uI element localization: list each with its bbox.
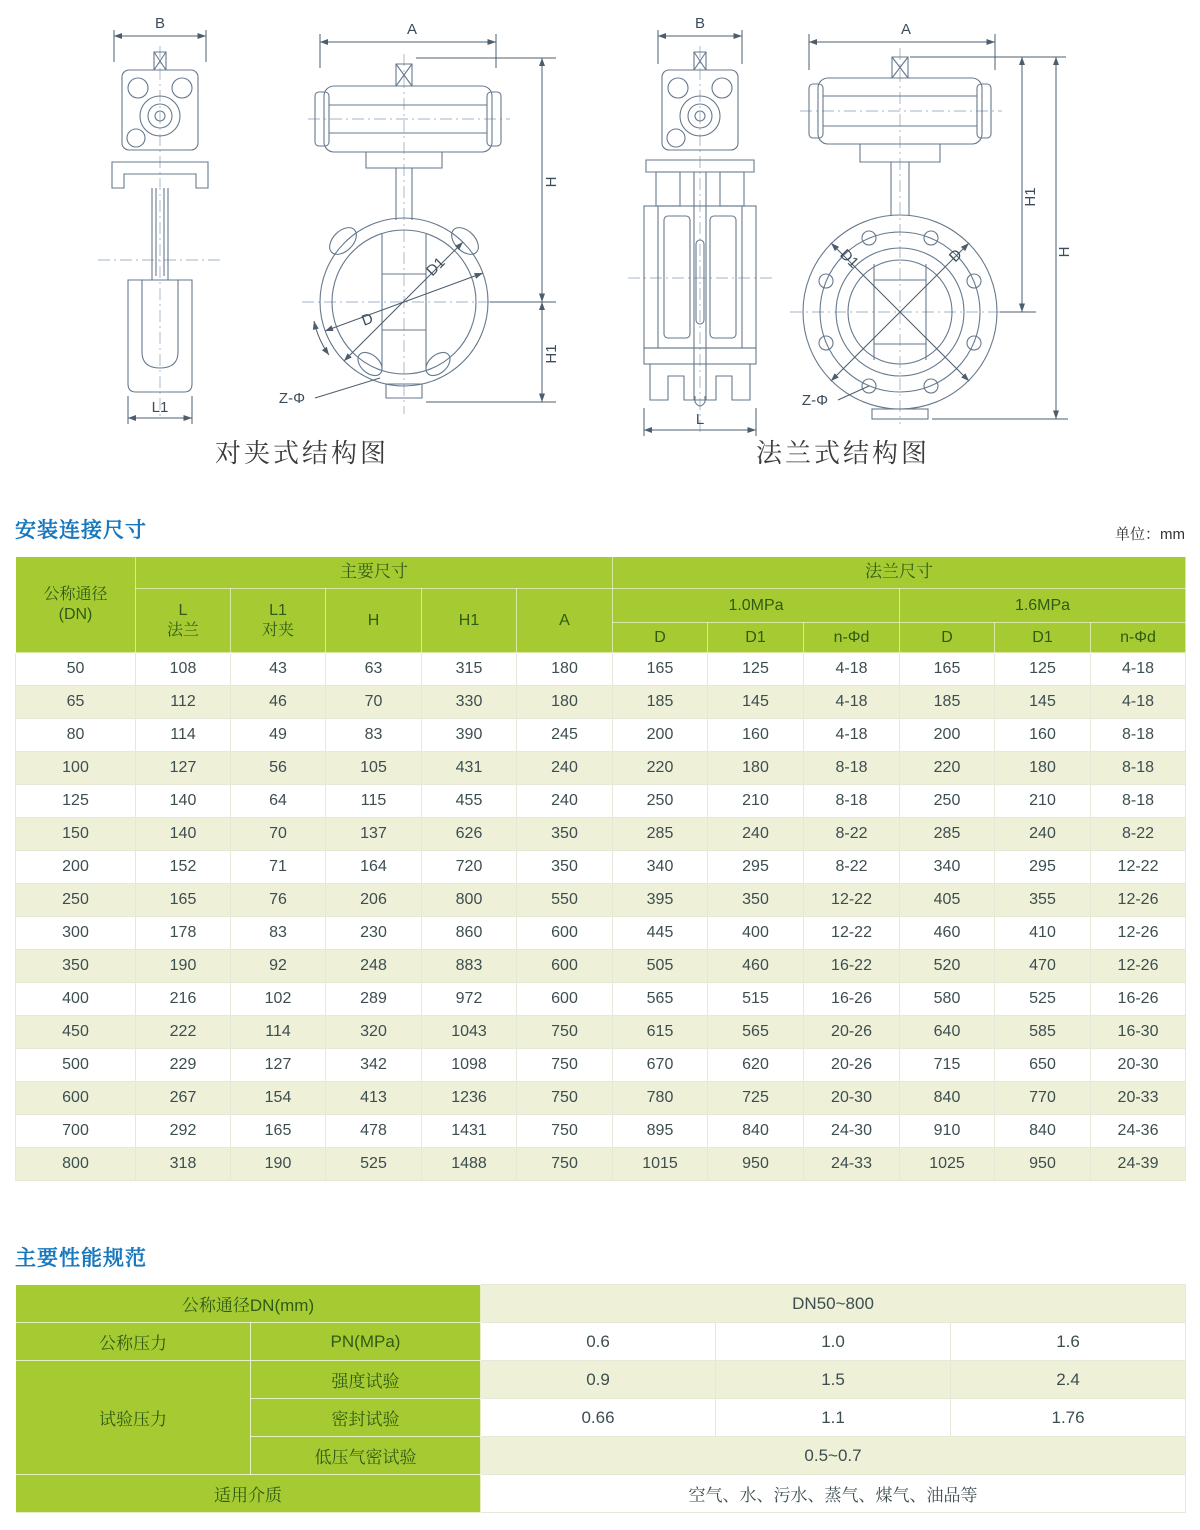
dn-cell: 50 [16,653,136,686]
header-l-line1: L [178,602,188,620]
dn-cell: 150 [16,818,136,851]
dimension-section-head [15,514,1185,544]
dim-cell: 190 [231,1148,326,1181]
dim-cell: 140 [136,818,231,851]
dim-cell: 114 [136,719,231,752]
dim-cell: 410 [995,917,1091,950]
dim-cell: 164 [326,851,422,884]
header-d-10: D [613,623,708,653]
dim-label-h1: H1 [543,344,560,364]
dim-cell: 750 [517,1115,613,1148]
dim-cell: 250 [613,785,708,818]
dim-cell: 340 [900,851,995,884]
dim-cell: 20-33 [1091,1082,1186,1115]
perf-row-pn [16,1323,1186,1361]
dim-cell: 8-18 [804,752,900,785]
dim-cell: 395 [613,884,708,917]
dim-cell: 585 [995,1016,1091,1049]
dim-cell: 240 [708,818,804,851]
dim-cell: 4-18 [804,653,900,686]
perf-test-label: 试验压力 [16,1361,251,1475]
dim-cell: 210 [995,785,1091,818]
dim-cell: 49 [231,719,326,752]
dim-cell: 24-39 [1091,1148,1186,1181]
header-h1: H1 [422,589,517,653]
dim-cell: 340 [613,851,708,884]
dim-cell: 70 [326,686,422,719]
dim-cell: 220 [613,752,708,785]
dim-cell: 185 [900,686,995,719]
dim-cell: 12-26 [1091,950,1186,983]
perf-pn-value-1: 1.0 [716,1323,951,1361]
dim-cell: 20-30 [1091,1049,1186,1082]
dn-cell: 500 [16,1049,136,1082]
dim-cell: 240 [517,752,613,785]
dim-cell: 670 [613,1049,708,1082]
dim-cell: 4-18 [804,686,900,719]
dim-cell: 152 [136,851,231,884]
dim-cell: 460 [708,950,804,983]
flange-type-diagram [610,12,1190,472]
dim-label-l: L [695,411,705,428]
dimension-table-header [16,557,1186,653]
dim-cell: 56 [231,752,326,785]
wafer-caption: 对夹式结构图 [214,438,389,468]
dim-cell: 840 [995,1115,1091,1148]
perf-dn-value: DN50~800 [481,1285,1186,1323]
dim-cell: 92 [231,950,326,983]
dim-cell: 750 [517,1016,613,1049]
dim-cell: 127 [231,1049,326,1082]
dim-cell: 800 [422,884,517,917]
dim-cell: 125 [995,653,1091,686]
dim-cell: 780 [613,1082,708,1115]
dim-cell: 8-18 [804,785,900,818]
dim-cell: 165 [900,653,995,686]
dimension-row [16,1148,1186,1181]
header-d1-16: D1 [995,623,1091,653]
dim-cell: 972 [422,983,517,1016]
dim-cell: 20-30 [804,1082,900,1115]
perf-strength-label: 强度试验 [251,1361,481,1399]
dim-cell: 445 [613,917,708,950]
dim-cell: 114 [231,1016,326,1049]
dim-cell: 1025 [900,1148,995,1181]
dim-cell: 220 [900,752,995,785]
wafer-dimensions [114,15,560,424]
dn-cell: 400 [16,983,136,1016]
dim-cell: 350 [517,851,613,884]
dim-cell: 4-18 [1091,686,1186,719]
header-l1-wafer [231,589,326,653]
performance-section [15,1242,1185,1513]
dim-cell: 750 [517,1082,613,1115]
dimension-row [16,884,1186,917]
perf-row-strength [16,1361,1186,1399]
dim-cell: 640 [900,1016,995,1049]
dim-cell: 125 [708,653,804,686]
dim-cell: 83 [231,917,326,950]
perf-low-pressure-value: 0.5~0.7 [481,1437,1186,1475]
dim-cell: 43 [231,653,326,686]
dim-cell: 145 [995,686,1091,719]
dim-cell: 267 [136,1082,231,1115]
header-l1-line2: 对夹 [261,621,294,639]
header-row-sub [16,589,1186,623]
dn-cell: 200 [16,851,136,884]
dim-cell: 400 [708,917,804,950]
dim-cell: 460 [900,917,995,950]
dim-cell: 160 [708,719,804,752]
performance-table [15,1284,1186,1513]
dim-cell: 248 [326,950,422,983]
dim-cell: 70 [231,818,326,851]
dn-cell: 300 [16,917,136,950]
header-nphid-16: n-Φd [1091,623,1186,653]
header-nphid-10: n-Φd [804,623,900,653]
dim-cell: 180 [517,653,613,686]
dim-cell: 292 [136,1115,231,1148]
perf-media-value: 空气、水、污水、蒸气、煤气、油品等 [481,1475,1186,1513]
dim-cell: 289 [326,983,422,1016]
dimension-row [16,1016,1186,1049]
dimension-table [15,556,1186,1181]
dimension-row [16,983,1186,1016]
dn-cell: 125 [16,785,136,818]
dim-cell: 620 [708,1049,804,1082]
dim-cell: 20-26 [804,1049,900,1082]
perf-pn-sub: PN(MPa) [251,1323,481,1361]
dim-cell: 285 [613,818,708,851]
dim-cell: 600 [517,983,613,1016]
dim-label-b: B [154,15,166,32]
perf-seal-value-0: 0.66 [481,1399,716,1437]
dn-cell: 800 [16,1148,136,1181]
dim-cell: 315 [422,653,517,686]
dim-cell: 12-22 [1091,851,1186,884]
dim-cell: 229 [136,1049,231,1082]
perf-pn-value-0: 0.6 [481,1323,716,1361]
dim-cell: 180 [995,752,1091,785]
dimension-row [16,818,1186,851]
dim-cell: 206 [326,884,422,917]
dimension-table-body [16,653,1186,1181]
dim-cell: 240 [517,785,613,818]
dim-cell: 600 [517,950,613,983]
dim-cell: 1015 [613,1148,708,1181]
dim-cell: 295 [708,851,804,884]
dim-cell: 320 [326,1016,422,1049]
dim-cell: 115 [326,785,422,818]
dim-cell: 600 [517,917,613,950]
dn-cell: 100 [16,752,136,785]
dim-cell: 285 [900,818,995,851]
dim-cell: 178 [136,917,231,950]
dim-cell: 210 [708,785,804,818]
dim-cell: 355 [995,884,1091,917]
dn-cell: 250 [16,884,136,917]
header-dn-line2: (DN) [58,605,93,623]
dim-cell: 525 [995,983,1091,1016]
dim-cell: 165 [613,653,708,686]
dim-cell: 8-18 [1091,719,1186,752]
dim-cell: 390 [422,719,517,752]
dim-cell: 245 [517,719,613,752]
dim-cell: 102 [231,983,326,1016]
dim-cell: 565 [613,983,708,1016]
dim-cell: 180 [708,752,804,785]
dimension-row [16,686,1186,719]
dim-cell: 222 [136,1016,231,1049]
dimension-row [16,752,1186,785]
header-row-groups [16,557,1186,589]
dimension-row [16,1115,1186,1148]
dim-cell: 860 [422,917,517,950]
dim-cell: 1236 [422,1082,517,1115]
header-a: A [517,589,613,653]
dn-cell: 600 [16,1082,136,1115]
dim-cell: 431 [422,752,517,785]
dim-cell: 83 [326,719,422,752]
perf-seal-label: 密封试验 [251,1399,481,1437]
center-lines [98,46,510,420]
unit-label: 单位：mm [1115,526,1185,543]
dim-cell: 950 [708,1148,804,1181]
dim-cell: 505 [613,950,708,983]
dim-cell: 108 [136,653,231,686]
dim-label-d1: D1 [836,246,862,272]
header-d-16: D [900,623,995,653]
header-h: H [326,589,422,653]
dim-cell: 405 [900,884,995,917]
dim-cell: 750 [517,1148,613,1181]
dimension-row [16,917,1186,950]
dimension-section-title: 安装连接尺寸 [15,519,147,542]
dim-cell: 216 [136,983,231,1016]
dimension-row [16,719,1186,752]
dn-cell: 700 [16,1115,136,1148]
dim-label-d: D [359,309,376,330]
header-1-6mpa: 1.6MPa [900,589,1186,623]
dim-cell: 478 [326,1115,422,1148]
dim-cell: 8-18 [1091,752,1186,785]
wafer-front-view [315,64,501,398]
header-1-0mpa: 1.0MPa [613,589,900,623]
dim-cell: 105 [326,752,422,785]
dim-label-l1: L1 [151,399,169,416]
dim-cell: 16-26 [804,983,900,1016]
dim-cell: 16-26 [1091,983,1186,1016]
dim-cell: 715 [900,1049,995,1082]
dimension-row [16,1082,1186,1115]
dim-cell: 342 [326,1049,422,1082]
dim-cell: 515 [708,983,804,1016]
performance-section-head [15,1242,1185,1272]
dim-cell: 725 [708,1082,804,1115]
dim-cell: 1043 [422,1016,517,1049]
header-l1-line1: L1 [269,602,287,620]
dim-cell: 190 [136,950,231,983]
dim-cell: 8-22 [1091,818,1186,851]
dim-label-z-phi: Z-Φ [278,390,306,407]
dim-cell: 12-22 [804,917,900,950]
dim-cell: 840 [900,1082,995,1115]
dim-label-h: H [543,176,560,188]
dim-label-b: B [694,15,706,32]
dim-cell: 71 [231,851,326,884]
dim-cell: 525 [326,1148,422,1181]
perf-media-label: 适用介质 [16,1475,481,1513]
dimension-row [16,851,1186,884]
dn-cell: 450 [16,1016,136,1049]
dim-cell: 295 [995,851,1091,884]
header-l-flange [136,589,231,653]
dim-cell: 127 [136,752,231,785]
dim-cell: 12-22 [804,884,900,917]
perf-pn-value-2: 1.6 [951,1323,1186,1361]
perf-low-pressure-label: 低压气密试验 [251,1437,481,1475]
dim-cell: 1098 [422,1049,517,1082]
dim-cell: 910 [900,1115,995,1148]
dim-cell: 330 [422,686,517,719]
dim-cell: 413 [326,1082,422,1115]
perf-seal-value-2: 1.76 [951,1399,1186,1437]
dim-label-d1: D1 [423,254,449,280]
dim-cell: 200 [900,719,995,752]
header-d1-10: D1 [708,623,804,653]
header-flange-group: 法兰尺寸 [613,557,1186,589]
dim-cell: 24-33 [804,1148,900,1181]
dim-label-a: A [406,21,418,38]
structure-diagrams [0,0,1200,505]
dim-cell: 76 [231,884,326,917]
dim-cell: 20-26 [804,1016,900,1049]
dim-cell: 64 [231,785,326,818]
dim-cell: 230 [326,917,422,950]
dimension-row [16,1049,1186,1082]
header-dn [16,557,136,653]
dim-cell: 615 [613,1016,708,1049]
dim-cell: 46 [231,686,326,719]
dim-cell: 250 [900,785,995,818]
dn-cell: 80 [16,719,136,752]
performance-section-title: 主要性能规范 [15,1247,147,1270]
dim-cell: 350 [517,818,613,851]
dim-cell: 895 [613,1115,708,1148]
dim-cell: 200 [613,719,708,752]
dim-cell: 950 [995,1148,1091,1181]
center-lines [628,46,1010,432]
dim-cell: 165 [136,884,231,917]
perf-strength-value-0: 0.9 [481,1361,716,1399]
dim-label-z-phi: Z-Φ [801,392,829,409]
dim-cell: 580 [900,983,995,1016]
dim-cell: 770 [995,1082,1091,1115]
header-main-group: 主要尺寸 [136,557,613,589]
perf-seal-value-1: 1.1 [716,1399,951,1437]
dim-cell: 16-22 [804,950,900,983]
header-l-line2: 法兰 [166,621,199,639]
dim-cell: 185 [613,686,708,719]
dim-cell: 12-26 [1091,884,1186,917]
dim-cell: 154 [231,1082,326,1115]
dimension-row [16,785,1186,818]
dim-cell: 8-18 [1091,785,1186,818]
dim-cell: 8-22 [804,818,900,851]
dim-cell: 24-36 [1091,1115,1186,1148]
perf-row-dn [16,1285,1186,1323]
dim-label-h1: H1 [1022,187,1039,207]
perf-row-media [16,1475,1186,1513]
dim-cell: 240 [995,818,1091,851]
dim-label-a: A [900,21,912,38]
flange-caption: 法兰式结构图 [755,438,930,468]
perf-dn-label: 公称通径DN(mm) [16,1285,481,1323]
dim-label-h: H [1056,246,1073,258]
dim-label-d: D [945,245,966,266]
dim-cell: 550 [517,884,613,917]
dim-cell: 180 [517,686,613,719]
dim-cell: 318 [136,1148,231,1181]
dim-cell: 1431 [422,1115,517,1148]
perf-strength-value-2: 2.4 [951,1361,1186,1399]
dim-cell: 4-18 [1091,653,1186,686]
dim-cell: 350 [708,884,804,917]
header-dn-line1: 公称通径 [43,586,108,604]
dimension-section [15,514,1185,1181]
dimension-row [16,653,1186,686]
dim-cell: 12-26 [1091,917,1186,950]
dim-cell: 520 [900,950,995,983]
dim-cell: 626 [422,818,517,851]
dim-cell: 165 [231,1115,326,1148]
dim-cell: 137 [326,818,422,851]
dim-cell: 455 [422,785,517,818]
dn-cell: 65 [16,686,136,719]
perf-pn-label: 公称压力 [16,1323,251,1361]
dim-cell: 1488 [422,1148,517,1181]
dim-cell: 720 [422,851,517,884]
wafer-type-diagram [72,12,592,472]
dim-cell: 8-22 [804,851,900,884]
dim-cell: 470 [995,950,1091,983]
dimension-row [16,950,1186,983]
dim-cell: 160 [995,719,1091,752]
dim-cell: 883 [422,950,517,983]
dim-cell: 4-18 [804,719,900,752]
dim-cell: 840 [708,1115,804,1148]
dim-cell: 63 [326,653,422,686]
dim-cell: 24-30 [804,1115,900,1148]
dim-cell: 140 [136,785,231,818]
dim-cell: 750 [517,1049,613,1082]
dn-cell: 350 [16,950,136,983]
dim-cell: 145 [708,686,804,719]
dim-cell: 650 [995,1049,1091,1082]
dim-cell: 16-30 [1091,1016,1186,1049]
dim-cell: 565 [708,1016,804,1049]
dim-cell: 112 [136,686,231,719]
perf-strength-value-1: 1.5 [716,1361,951,1399]
